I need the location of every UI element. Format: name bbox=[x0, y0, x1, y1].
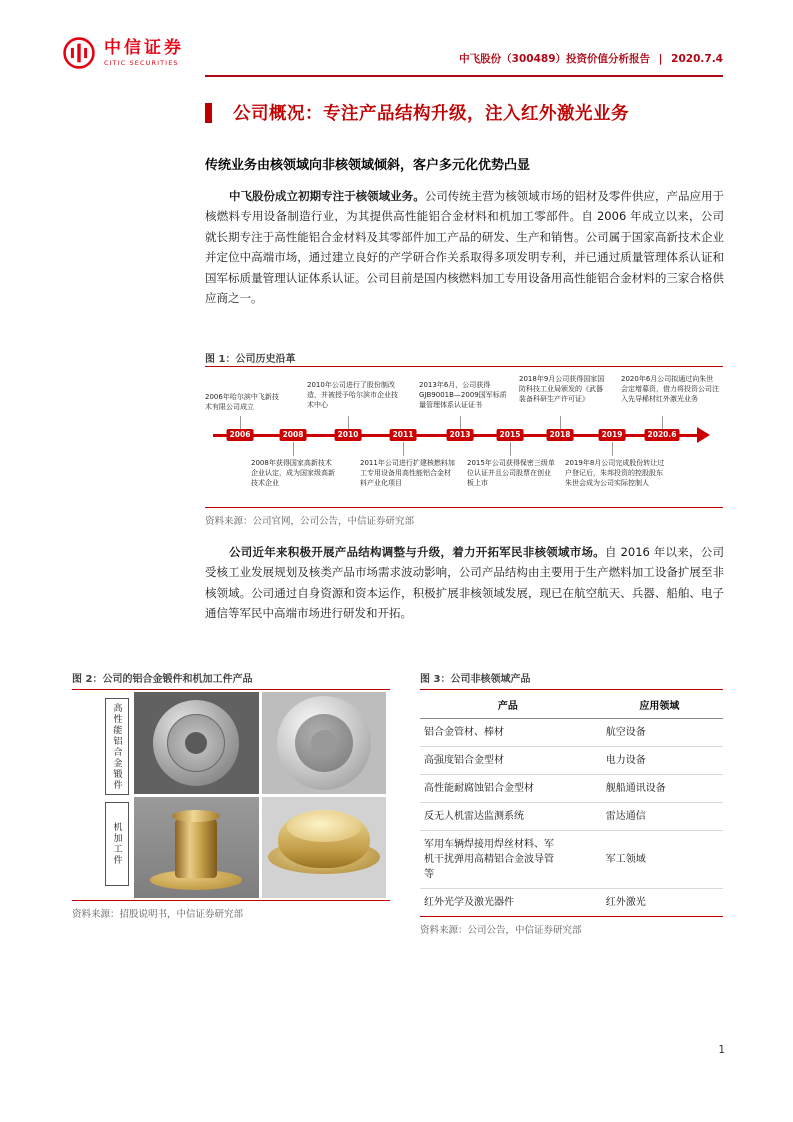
timeline-year: 2006 bbox=[227, 429, 254, 441]
forging-category-label: 高性能铝合金锻件 bbox=[105, 698, 129, 795]
figure2-content bbox=[72, 692, 390, 898]
figure1-bottom-rule bbox=[205, 507, 723, 508]
header-separator: | bbox=[658, 53, 663, 65]
timeline-year: 2018 bbox=[547, 429, 574, 441]
timeline-event: 2015年公司获得保密三级单位认证并且公司股票在创业板上市 bbox=[467, 459, 555, 488]
product-photo-grid bbox=[134, 692, 386, 898]
product-cell: 军用车辆焊接用焊丝材料、军机干扰弹用高精铝合金波导管等 bbox=[420, 831, 596, 889]
header-rule bbox=[205, 75, 723, 77]
paragraph2-lead: 公司近年来积极开展产品结构调整与升级，着力开拓军民非核领域市场。 bbox=[229, 545, 605, 559]
timeline-connector bbox=[612, 442, 613, 456]
section-accent-bar bbox=[205, 103, 212, 123]
report-header-title bbox=[459, 51, 723, 66]
timeline-event: 2011年公司进行扩建核燃料加工专用设备用高性能铝合金材料产业化项目 bbox=[360, 459, 455, 488]
timeline-connector bbox=[403, 442, 404, 456]
timeline-event: 2006年哈尔滨中飞新技术有限公司成立 bbox=[205, 393, 279, 412]
non-nuclear-products-table bbox=[420, 691, 723, 916]
timeline-connector bbox=[460, 416, 461, 430]
figure3-bottom-rule bbox=[420, 916, 723, 917]
section-title-text: 公司概况：专注产品结构升级，注入红外激光业务 bbox=[233, 104, 629, 124]
bowl-cavity-shape bbox=[287, 812, 361, 842]
citic-logo bbox=[62, 36, 184, 70]
product-cell: 反无人机雷达监测系统 bbox=[420, 803, 596, 831]
figure2-caption: 图 2：公司的铝合金锻件和机加工件产品 bbox=[72, 674, 253, 685]
timeline-connector bbox=[240, 416, 241, 430]
table-row bbox=[420, 889, 723, 917]
paragraph1-body: 公司传统主营为核领域市场的铝材及零件供应，产品应用于核燃料专用设备制造行业，为其提供高性能铝合金材料和机加工零部件。自 2006 年成立以来，公司就长期专注于高性能铝合金材料及其零部件加工产品的研发、生产和销售。公司属于国家高新技术企业并定位中高端市场，通过建立良好的产学研合作关系取得多项发明专利，并已通过质量管理体系认证和国军标质量管理认证体系认证。公司目前是国内核燃料加工专用设备用高性能铝合金材料的三家合格供应商之一。 bbox=[205, 189, 724, 306]
timeline-year: 2013 bbox=[447, 429, 474, 441]
figure3-top-rule bbox=[420, 689, 723, 690]
table-header-row bbox=[420, 691, 723, 719]
application-cell: 军工领域 bbox=[596, 831, 723, 889]
logo-name-en: CITIC SECURITIES bbox=[104, 59, 179, 68]
report-title-text: 中飞股份（300489）投资价值分析报告 bbox=[459, 53, 651, 65]
timeline-event: 2018年9月公司获得国家国防科技工业局颁发的《武器装备科研生产许可证》 bbox=[519, 375, 605, 404]
cylinder-top-shape bbox=[172, 810, 220, 822]
timeline-year: 2011 bbox=[390, 429, 417, 441]
table-row bbox=[420, 831, 723, 889]
table-row bbox=[420, 747, 723, 775]
timeline-year: 2020.6 bbox=[645, 429, 680, 441]
product-photo-forged-bowl bbox=[262, 692, 387, 794]
body-paragraph-2 bbox=[205, 542, 724, 624]
paragraph2-body: 自 2016 年以来，公司受核工业发展规划及核类产品市场需求波动影响，公司产品结构由主要用于生产燃料加工设备扩展至非核领域。公司通过自身资源和资本运作，积极扩展非核领域发展，现已在航空航天、兵器、船舶、电子通信等军民中高端市场进行研发和开拓。 bbox=[205, 545, 724, 621]
figure1-top-rule bbox=[205, 366, 723, 367]
table-row bbox=[420, 803, 723, 831]
subheading: 传统业务由核领域向非核领域倾斜，客户多元化优势凸显 bbox=[205, 158, 531, 173]
application-cell: 航空设备 bbox=[596, 719, 723, 747]
forged-disc-center bbox=[185, 732, 207, 754]
timeline-connector bbox=[662, 416, 663, 430]
paragraph1-lead: 中飞股份成立初期专注于核领域业务。 bbox=[229, 189, 425, 203]
timeline-event: 2020年6月公司拟通过向朱世会定增募资，借力将投资公司注入先导稀材红外激光业务 bbox=[621, 375, 719, 404]
timeline-event: 2019年8月公司完成股份转让过户登记后，朱邦投资的控股股东朱世会成为公司实际控制人 bbox=[565, 459, 665, 488]
figure2-top-rule bbox=[72, 689, 390, 690]
product-photo-machined-cylinder bbox=[134, 797, 259, 899]
figure2-bottom-rule bbox=[72, 900, 390, 901]
application-cell: 舰船通讯设备 bbox=[596, 775, 723, 803]
product-cell: 高强度铝合金型材 bbox=[420, 747, 596, 775]
figure2-source: 资料来源：招股说明书，中信证券研究部 bbox=[72, 909, 244, 920]
history-timeline-chart bbox=[205, 372, 723, 504]
timeline-event: 2010年公司进行了股份制改造，并被授予哈尔滨市企业技术中心 bbox=[307, 381, 398, 410]
timeline-connector bbox=[510, 442, 511, 456]
timeline-year: 2019 bbox=[599, 429, 626, 441]
timeline-year: 2010 bbox=[335, 429, 362, 441]
section-heading bbox=[205, 100, 629, 125]
figure3-source: 资料来源：公司公告，中信证券研究部 bbox=[420, 925, 582, 936]
timeline-connector bbox=[348, 416, 349, 430]
page-number: 1 bbox=[718, 1044, 725, 1056]
forged-bowl-center bbox=[311, 730, 337, 756]
product-cell: 红外光学及激光器件 bbox=[424, 897, 514, 908]
body-paragraph-1 bbox=[205, 186, 724, 309]
column-header-application: 应用领域 bbox=[596, 691, 723, 719]
timeline-connector bbox=[560, 416, 561, 430]
timeline-year: 2008 bbox=[280, 429, 307, 441]
arrow-right-icon bbox=[697, 427, 710, 443]
figure1-source: 资料来源：公司官网，公司公告，中信证券研究部 bbox=[205, 516, 415, 527]
application-cell: 红外激光 bbox=[605, 897, 646, 908]
product-photo-forged-disc bbox=[134, 692, 259, 794]
table-row bbox=[420, 719, 723, 747]
product-cell: 铝合金管材、棒材 bbox=[420, 719, 596, 747]
citic-logo-text bbox=[104, 39, 184, 68]
timeline-year: 2015 bbox=[497, 429, 524, 441]
product-cell: 高性能耐腐蚀铝合金型材 bbox=[420, 775, 596, 803]
timeline-event: 2013年6月，公司获得GJB9001B—2009国军标质量管理体系认证证书 bbox=[419, 381, 507, 410]
logo-name-cn: 中信证券 bbox=[104, 37, 184, 58]
application-cell: 雷达通信 bbox=[596, 803, 723, 831]
figure1-caption: 图 1：公司历史沿革 bbox=[205, 354, 296, 365]
timeline-connector bbox=[293, 442, 294, 456]
column-header-product: 产品 bbox=[420, 691, 596, 719]
figure3-caption: 图 3：公司非核领域产品 bbox=[420, 674, 531, 685]
machined-category-label: 机加工件 bbox=[105, 802, 129, 886]
cylinder-body-shape bbox=[175, 818, 217, 878]
application-cell: 电力设备 bbox=[596, 747, 723, 775]
figure3 bbox=[420, 670, 723, 936]
citic-logo-icon bbox=[62, 36, 96, 70]
report-date: 2020.7.4 bbox=[671, 53, 723, 65]
product-photo-machined-bowl bbox=[262, 797, 387, 899]
timeline-event: 2008年获得国家高新技术企业认定，成为国家级高新技术企业 bbox=[251, 459, 335, 488]
table-row bbox=[420, 775, 723, 803]
figure2 bbox=[72, 670, 390, 920]
